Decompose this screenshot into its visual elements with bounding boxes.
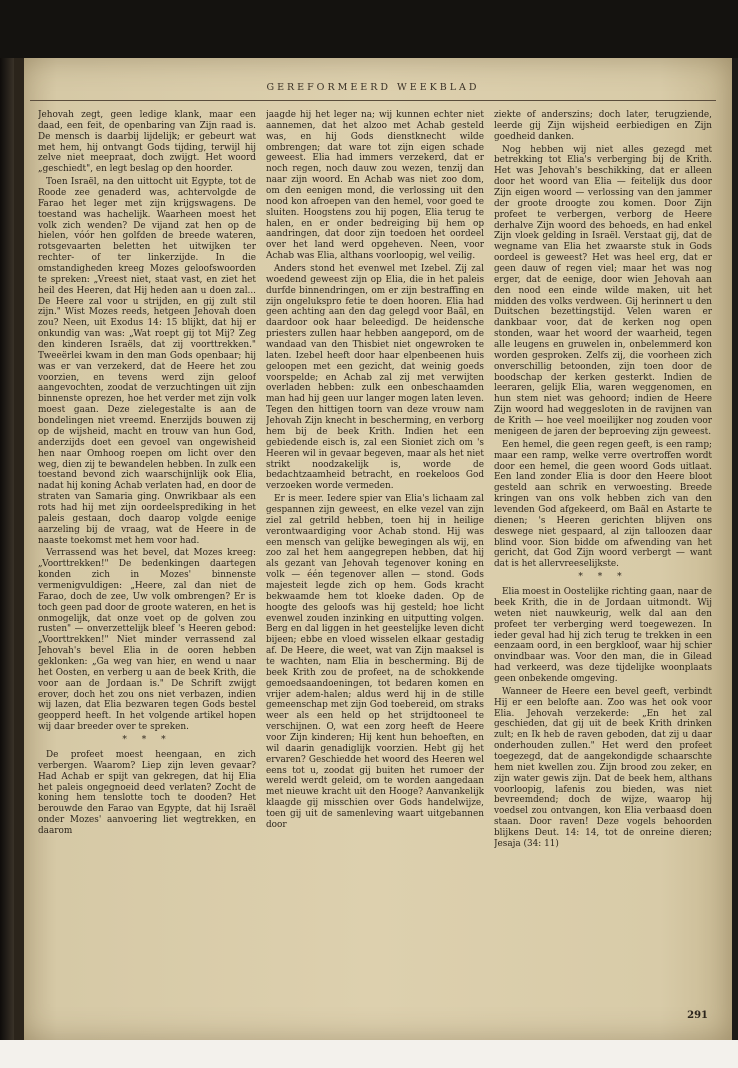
paragraph: De profeet moest heengaan, en zich verbergen. Waarom? Liep zijn leven gevaar? Had Achab er spijt van gekregen, dat hij Elia het paleis ongegnoeid deed verlaten? Zocht de koning hem tenslotte toch te dooden? Het berouwde den Farao van Egypte, dat hij Israël onder Mozes' aanvoering liet wegtrekken, en daarom xyxy=(38,749,256,836)
paragraph: Toen Israël, na den uittocht uit Egypte, tot de Roode zee genaderd was, achtervolgde de Farao het leger met zijn krijgswagens. De toestand was hachelijk. Waarheen moest het volk zich wenden? De vijand zat hen op de hielen, vóór hen golfden de breede wateren, rotsgevaarten beletten het uitwijken ter rechter- of ter linkerzijde. In die omstandigheden kreeg Mozes geloofswoorden te spreken: „Vreest niet, staat vast, en ziet het heil des Heeren, dat Hij heden aan u doen zal... De Heere zal voor u strijden, en gij zult stil zijn." Wist Mozes reeds, hetgeen Jehovah doen zou? Neen, uit Exodus 14: 15 blijkt, dat hij er onkundig van was: „Wat roept gij tot Mij? Zeg den kinderen Israëls, dat zij voorttrekken." Tweeërlei kwam in den man Gods openbaar; hij was er van verzekerd, dat de Heere het zou voorzien, en tevens werd zijn geloof aangevochten, zoodat de verzuchtingen uit zijn binnenste oprezen, hoe het verder met zijn volk moest gaan. Deze zielegestalte is aan de bondelingen niet vreemd. Enerzijds bouwen zij op de wijsheid, macht en trouw van hun God, anderzijds doet een gevoel van ongewisheid hen naar Omhoog roepen om licht over den weg, dien zij te bewandelen hebben. In zulk een toestand bevond zich waarschijnlijk ook Elia, nadat hij koning Achab verlaten had, en door de straten van Samaria ging. Onwrikbaar als een rots had hij met zijn oordeelsprediking in het paleis gestaan, doch daarop volgde eenige aarzeling bij de vraag, wat de Heere in de naaste toekomst met hem voor had. xyxy=(38,177,256,546)
paragraph: ziekte of anderszins; doch later, terugziende, leerde gij Zijn wijsheid eerbiedigen en Zijn goedheid danken. xyxy=(494,110,712,142)
paragraph: Nog hebben wij niet alles gezegd met betrekking tot Elia's verberging bij de Krith. Het was Jehovah's beschikking, dat er alleen door het woord van Elia — feitelijk dus door Zijn eigen woord — verlossing van den jammer der groote droogte zou komen. Door Zijn profeet te verbergen, verborg de Heere derhalve Zijn woord des behoeds, en had enkel Zijn vloek gelding in Israël. Verstaat gij, dat de wegname van Elia het zwaarste stuk in Gods oordeel is geweest? Het was heel erg, dat er geen dauw of regen viel; maar het was nog erger, dat de eenige, door wien Jehovah aan den nood een einde wilde maken, uit het midden des volks verdween. Gij herinnert u den Duitschen bezettingstijd. Velen waren er dankbaar voor, dat de kerken nog open stonden, waar het woord der waarheid, tegen alle leugens en gruwelen in, onbelemmerd kon worden gesproken. Zelfs zij, die voorheen zich onverschillig betoonden, zijn toen door de boodschap der kerken gesterkt. Indien de leeraren, gelijk Elia, waren weggenomen, en hun stem niet was gehoord; indien de Heere Zijn woord had weggesloten in de ravijnen van de Krith — hoe veel moeilijker nog zouden voor menigeen de jaren der beproeving zijn geweest. xyxy=(494,144,712,437)
column-1 xyxy=(38,110,256,990)
paragraph: Een hemel, die geen regen geeft, is een ramp; maar een ramp, welke verre overtroffen wordt door een hemel, die geen woord Gods uitlaat. Een land zonder Elia is door den Heere bloot gesteld aan schrik en verwoesting. Breede kringen van ons volk hebben zich van den levenden God afgekeerd, om Baäl en Astarte te dienen; 's Heeren gerichten blijven ons deswege niet gespaard, al zijn talloozen daar blind voor. Sion bidde om afwending van het gericht, dat God Zijn woord verbergt — want dat is het allervreeselijkste. xyxy=(494,439,712,570)
scan-bottom-margin xyxy=(0,1040,738,1068)
section-separator: * * * xyxy=(122,734,172,745)
paragraph: Er is meer. Iedere spier van Elia's lichaam zal gespannen zijn geweest, en elke vezel van zijn ziel zal getrild hebben, toen hij in heilige verontwaardiging voor Achab stond. Hij was een mensch van gelijke bewegingen als wij, en zoo zal het hem aangegrepen hebben, dat hij als gezant van Jehovah tegenover koning en volk — één tegenover allen — stond. Gods majesteit legde zich op hem. Gods kracht bekwaamde hem tot kloeke daden. Op de hoogte des geloofs was hij gesteld; hoe licht evenwel zouden inzinking en uitputting volgen. Berg en dal liggen in het geestelijke leven dicht bijeen; ebbe en vloed wisselen elkaar gestadig af. De Heere, die weet, wat van Zijn maaksel is te wachten, nam Elia in bescherming. Bij de beek Krith zou de profeet, na de schokkende gemoedsaandoeningen, tot bedaren komen en vrijer adem-halen; aldus werd hij in de stille gemeenschap met zijn God toebereid, om straks weer als een held op het strijdtooneel te verschijnen. O, wat een zorg heeft de Heere voor Zijn kinderen; Hij kent hun behoeften, en wil daarin genadiglijk voorzien. Hebt gij het ervaren? Geschiedde het woord des Heeren wel eens tot u, zoodat gij buiten het rumoer der wereld werdt geleid, om te worden aangedaan met nieuwe kracht uit den Hooge? Aanvankelijk klaagde gij misschien over Gods handelwijze, toen gij uit de samenleving waart uitgebannen door xyxy=(266,494,484,830)
column-2 xyxy=(266,110,484,990)
paragraph: jaagde hij het leger na; wij kunnen echter niet aannemen, dat het alzoo met Achab gesteld was, en hij Gods dienstknecht wilde ombrengen; dat ware tot zijn eigen schade geweest. Elia had immers verzekerd, dat er noch regen, noch dauw zou wezen, tenzij dan naar zijn woord. En Achab was niet zoo dom, om den eenigen mond, die verlossing uit den nood kon afroepen van den hemel, voor goed te sluiten. Hoogstens zou hij pogen, Elia terug te halen, en er onder bedreiging bij hem op aandringen, dat door zijn toedoen het oordeel over het land werd opgeheven. Neen, voor Achab was Elia, althans voorloopig, wel veilig. xyxy=(266,110,484,262)
header-rule xyxy=(30,100,716,101)
column-3 xyxy=(494,110,712,990)
paragraph: Wanneer de Heere een bevel geeft, verbindt Hij er een belofte aan. Zoo was het ook voor Elia. Jehovah verzekerde: „En het zal geschieden, dat gij uit de beek Krith drinken zult; en Ik heb de raven geboden, dat zij u daar onderhouden zullen." Het werd den profeet toegezegd, dat de aangekondigde schaarschte hem niet kwellen zou. Zijn brood zou zeker, en zijn water gewis zijn. Dat de beek hem, althans voorloopig, lafenis zou bieden, was niet bevreemdend; doch de wijze, waarop hij voedsel zou ontvangen, kon Elia verbaasd doen staan. Door raven! Deze vogels behoorden blijkens Deut. 14: 14, tot de onreine dieren; Jesaja (34: 11) xyxy=(494,686,712,849)
paragraph: Elia moest in Oostelijke richting gaan, naar de beek Krith, die in de Jordaan uitmondt. Wij weten niet nauwkeurig, welk dal aan den profeet ter verberging werd toegewezen. In ieder geval had hij zich terug te trekken in een eenzaam oord, in een bergkloof, waar hij schier onvindbaar was. Voor den man, die in Gilead had verkeerd, was deze tijdelijke woonplaats geen onbekende omgeving. xyxy=(494,587,712,684)
scan-top-border xyxy=(0,0,738,58)
section-separator: * * * xyxy=(578,572,628,583)
paragraph: Verrassend was het bevel, dat Mozes kreeg: „Voorttrekken!" De bedenkingen daartegen konden zich in Mozes' binnenste vermenigvuldigen: „Heere, zal dan niet de Farao, doch de zee, Uw volk ombrengen? Er is toch geen pad door de groote wateren, en het is onmogelijk, dat onze voet op de golven zou rusten" — onverzettelijk bleef 's Heeren gebod: „Voorttrekken!" Niet minder verrassend zal Jehovah's bevel Elia in de ooren hebben geklonken: „Ga weg van hier, en wend u naar het Oosten, en verberg u aan de beek Krith, die voor aan de Jordaan is." De Schrift zwijgt erover, doch het zou ons niet verbazen, indien wij lazen, dat Elia bezwaren tegen Gods bestel geopperd heeft. In het volgende artikel hopen wij daar breeder over te spreken. xyxy=(38,548,256,733)
paragraph: Jehovah zegt, geen ledige klank, maar een daad, een feit, de openbaring van Zijn raad is. De mensch is daarbij lijdelijk; er gebeurt wat met hem, hij ontvangt Gods tijding, terwijl hij zelve niet meepraat, doch zwijgt. Het woord „geschiedt", en legt beslag op den hoorder. xyxy=(38,110,256,175)
paragraph: Anders stond het evenwel met Izebel. Zij zal woedend geweest zijn op Elia, die in het paleis durfde binnendringen, om er zijn bestraffing en zijn ongelukspro fetie te doen hooren. Elia had geen achting aan den dag gelegd voor Baäl, en daardoor ook haar beleedigd. De heidensche priesters zullen haar hebben aangepord, om de wandaad van den Thisbiet niet ongewroken te laten. Izebel heeft door haar elpenbeenen huis geloopen met een gezicht, dat weinig goeds voorspelde; en Achab zal zij met verwijten overladen hebben: zulk een onbeschaamden man had hij geen uur langer mogen laten leven. Tegen den hittigen toorn van deze vrouw nam Jehovah Zijn knecht in bescherming, en verborg hem bij de beek Krith. Indien het een gebiedende eisch is, zal een Sioniet zich om 's Heeren wil in gevaar begeven, maar als het niet strikt noodzakelijk is, worde de bedachtzaamheid betracht, en roekeloos God verzoeken worde vermeden. xyxy=(266,264,484,492)
page-header: GEREFORMEERD WEEKBLAD xyxy=(266,82,480,93)
newspaper-page xyxy=(14,58,732,1040)
scan-left-edge xyxy=(0,58,14,1040)
binding-gutter xyxy=(14,58,24,1040)
page-number: 291 xyxy=(687,1010,708,1021)
